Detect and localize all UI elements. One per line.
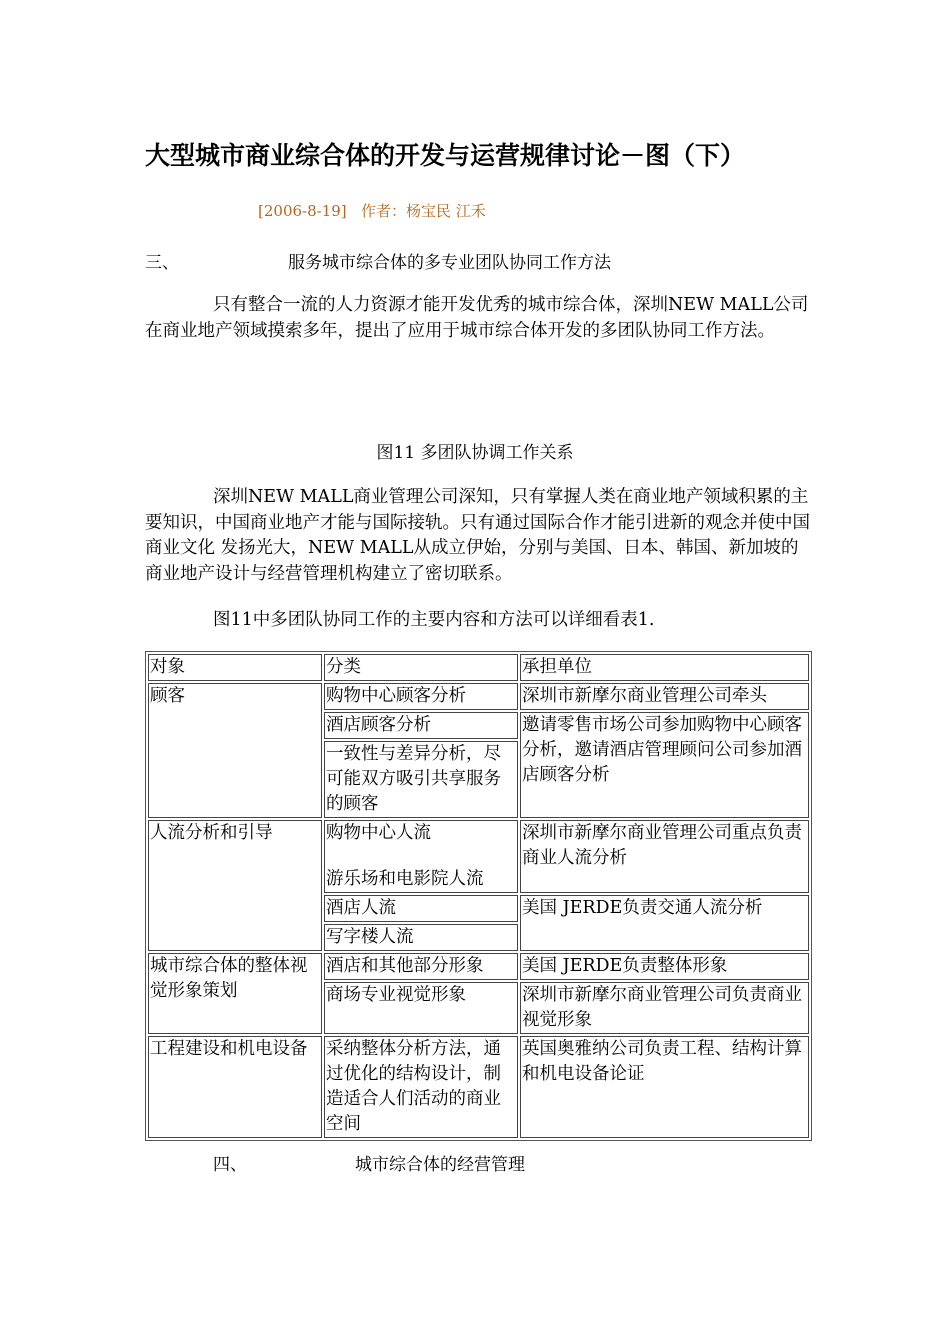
table-row bbox=[148, 953, 809, 980]
table-cell: 人流分析和引导 bbox=[148, 820, 322, 951]
table-cell bbox=[324, 820, 518, 893]
table-cell: 商场专业视觉形象 bbox=[324, 982, 518, 1034]
section-3-number: 三、 bbox=[145, 253, 179, 273]
table-cell: 深圳市新摩尔商业管理公司重点负责商业人流分析 bbox=[520, 820, 809, 893]
section-3-heading: 服务城市综合体的多专业团队协同工作方法 bbox=[288, 253, 611, 273]
article-date: [2006-8-19] bbox=[258, 202, 347, 220]
table-cell: 深圳市新摩尔商业管理公司负责商业视觉形象 bbox=[520, 982, 809, 1034]
team-table bbox=[145, 651, 812, 1141]
table-cell: 英国奥雅纳公司负责工程、结构计算和机电设备论证 bbox=[520, 1036, 809, 1138]
table-cell-line: 购物中心人流 bbox=[326, 823, 431, 843]
table-cell: 美国 JERDE负责整体形象 bbox=[520, 953, 809, 980]
figure-caption: 图11 多团队协调工作关系 bbox=[376, 443, 574, 463]
paragraph-3: 图11中多团队协同工作的主要内容和方法可以详细看表1. bbox=[213, 610, 655, 630]
table-cell: 一致性与差异分析，尽可能双方吸引共享服务的顾客 bbox=[324, 741, 518, 818]
table-cell: 酒店人流 bbox=[324, 895, 518, 922]
page-title: 大型城市商业综合体的开发与运营规律讨论－图（下） bbox=[145, 141, 746, 170]
section-4-number: 四、 bbox=[213, 1155, 247, 1175]
table-cell: 城市综合体的整体视觉形象策划 bbox=[148, 953, 322, 1034]
table-cell: 顾客 bbox=[148, 683, 322, 818]
table-header-cell: 分类 bbox=[324, 654, 518, 681]
paragraph-2: 深圳NEW MALL商业管理公司深知，只有掌握人类在商业地产领域积累的主要知识，中国商业地产才能与国际接轨。只有通过国际合作才能引进新的观念并使中国商业文化 发扬光大，NEW MALL从成立伊始，分别与美国、日本、韩国、新加坡的商业地产设计与经营管理机构建立了密切联系。 bbox=[145, 487, 810, 584]
table-cell: 酒店顾客分析 bbox=[324, 712, 518, 739]
table-cell: 采纳整体分析方法，通过优化的结构设计，制造适合人们活动的商业空间 bbox=[324, 1036, 518, 1138]
article-meta bbox=[258, 200, 486, 221]
article-author: 作者：杨宝民 江禾 bbox=[360, 202, 486, 220]
table-cell: 深圳市新摩尔商业管理公司牵头 bbox=[520, 683, 809, 710]
table-cell: 酒店和其他部分形象 bbox=[324, 953, 518, 980]
table-header-cell: 承担单位 bbox=[520, 654, 809, 681]
table-row bbox=[148, 820, 809, 893]
table-header-row bbox=[148, 654, 809, 681]
table-header-cell: 对象 bbox=[148, 654, 322, 681]
paragraph-1: 只有整合一流的人力资源才能开发优秀的城市综合体，深圳NEW MALL公司在商业地产领域摸索多年，提出了应用于城市综合体开发的多团队协同工作方法。 bbox=[145, 295, 809, 341]
table-cell: 工程建设和机电设备 bbox=[148, 1036, 322, 1138]
table-row bbox=[148, 683, 809, 710]
section-4-heading: 城市综合体的经营管理 bbox=[355, 1155, 525, 1175]
table-cell-line: 游乐场和电影院人流 bbox=[326, 869, 484, 889]
table-cell: 美国 JERDE负责交通人流分析 bbox=[520, 895, 809, 951]
table-cell: 购物中心顾客分析 bbox=[324, 683, 518, 710]
table-cell: 写字楼人流 bbox=[324, 924, 518, 951]
table-row bbox=[148, 1036, 809, 1138]
table-cell: 邀请零售市场公司参加购物中心顾客分析，邀请酒店管理顾问公司参加酒店顾客分析 bbox=[520, 712, 809, 818]
